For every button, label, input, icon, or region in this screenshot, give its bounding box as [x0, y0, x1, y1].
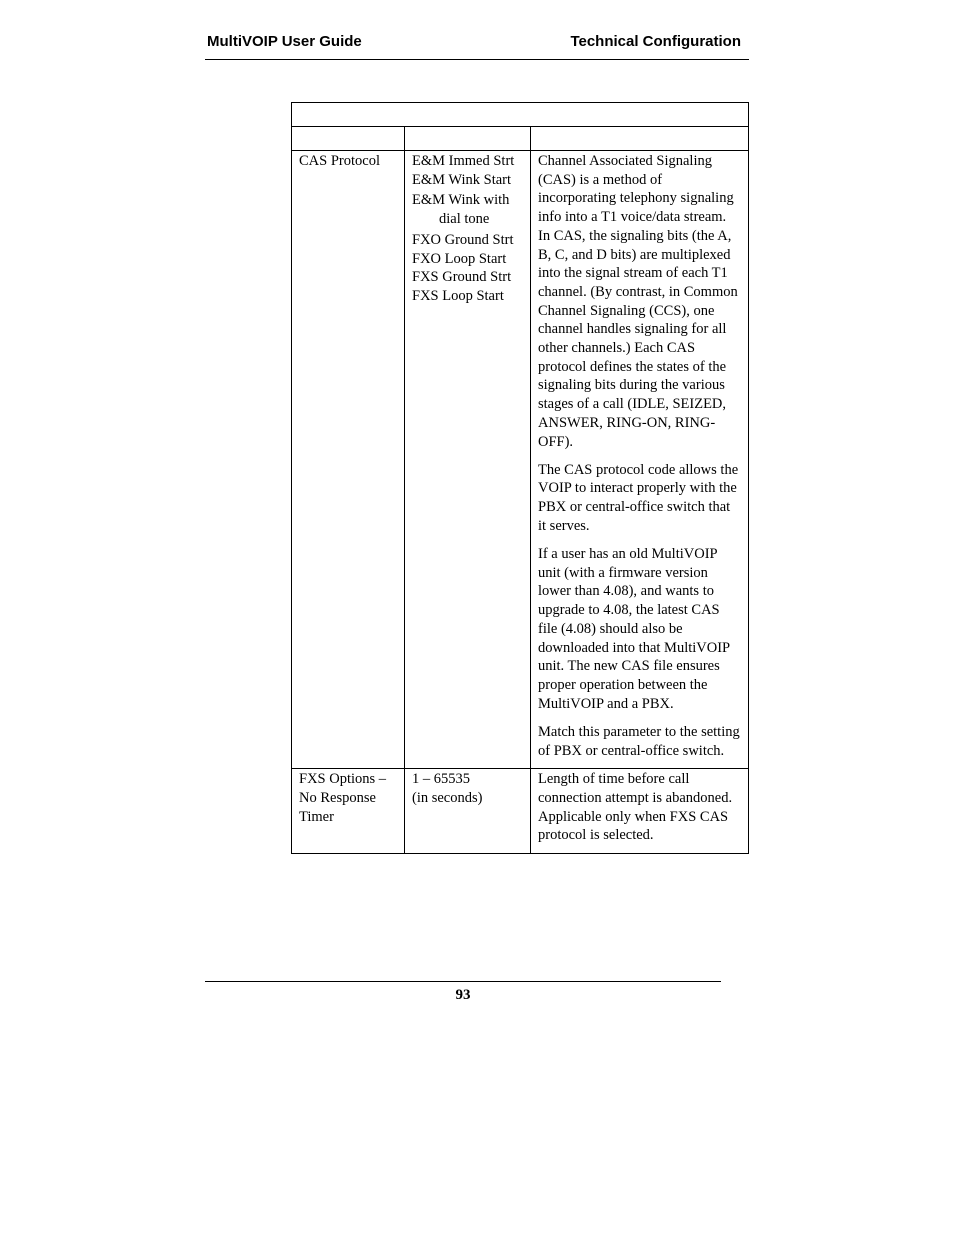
parameter-name: CAS Protocol — [299, 153, 380, 169]
value-item: FXO Loop Start — [412, 250, 507, 267]
description-cell — [531, 769, 749, 854]
table-row — [292, 769, 749, 854]
value-item: FXO Ground Strt — [412, 231, 514, 248]
value-item: FXS Loop Start — [412, 287, 504, 304]
parameter-cell — [292, 151, 405, 769]
column-header-description — [531, 127, 749, 151]
value-item-continuation: dial tone — [439, 211, 490, 228]
values-list — [412, 769, 523, 815]
header-rule — [205, 59, 749, 60]
value-item: (in seconds) — [412, 790, 483, 806]
values-list — [412, 151, 523, 314]
description-paragraph: Channel Associated Signaling (CAS) is a method of incorporating telephony signaling info into a T1 voice/data stream. In CAS, the signaling bits (the A, B, C, and D bits) are multiplexed into the signal stream of each T1 channel. (By contrast, in Common Channel Signaling (CCS), one channel handles signaling for all other channels.) Each CAS protocol defines the states of the signaling bits during the various stages of a call (IDLE, SEIZED, ANSWER, RING-ON, RING-OFF). — [538, 153, 738, 450]
parameter-table — [291, 102, 749, 854]
table-caption — [292, 103, 749, 127]
description-paragraph: If a user has an old MultiVOIP unit (with a firmware version lower than 4.08), and wants to upgrade to 4.08, the latest CAS file (4.08) should also be downloaded into that MultiVOIP unit. The new CAS file ensures proper operation between the MultiVOIP and a PBX. — [538, 546, 730, 712]
parameter-cell — [292, 769, 405, 854]
column-header-values — [405, 127, 531, 151]
description-paragraph: The CAS protocol code allows the VOIP to interact properly with the PBX or central-office switch that it serves. — [538, 461, 739, 534]
description-cell — [531, 151, 749, 769]
values-cell — [405, 769, 531, 854]
value-item: FXS Ground Strt — [412, 269, 512, 286]
header-title: MultiVOIP User Guide — [207, 33, 362, 50]
values-cell — [405, 151, 531, 769]
description-paragraph: Length of time before call connection attempt is abandoned. Applicable only when FXS CAS protocol is selected. — [538, 771, 733, 844]
column-header-parameter — [292, 127, 405, 151]
description-text — [538, 769, 741, 853]
footer-rule — [205, 981, 721, 982]
table-header-row — [292, 127, 749, 151]
header-section: Technical Configuration — [570, 33, 741, 50]
value-item: E&M Wink with — [412, 192, 510, 209]
description-paragraph: Match this parameter to the setting of PBX or central-office switch. — [538, 723, 740, 759]
value-item: 1 – 65535 — [412, 771, 470, 788]
table-caption-row — [292, 103, 749, 127]
parameter-name: FXS Options – No Response Timer — [299, 771, 387, 825]
value-item: E&M Wink Start — [412, 171, 512, 188]
description-text — [538, 151, 741, 768]
page-number: 93 — [455, 987, 471, 1003]
value-item: E&M Immed Strt — [412, 153, 515, 169]
table-row — [292, 151, 749, 769]
